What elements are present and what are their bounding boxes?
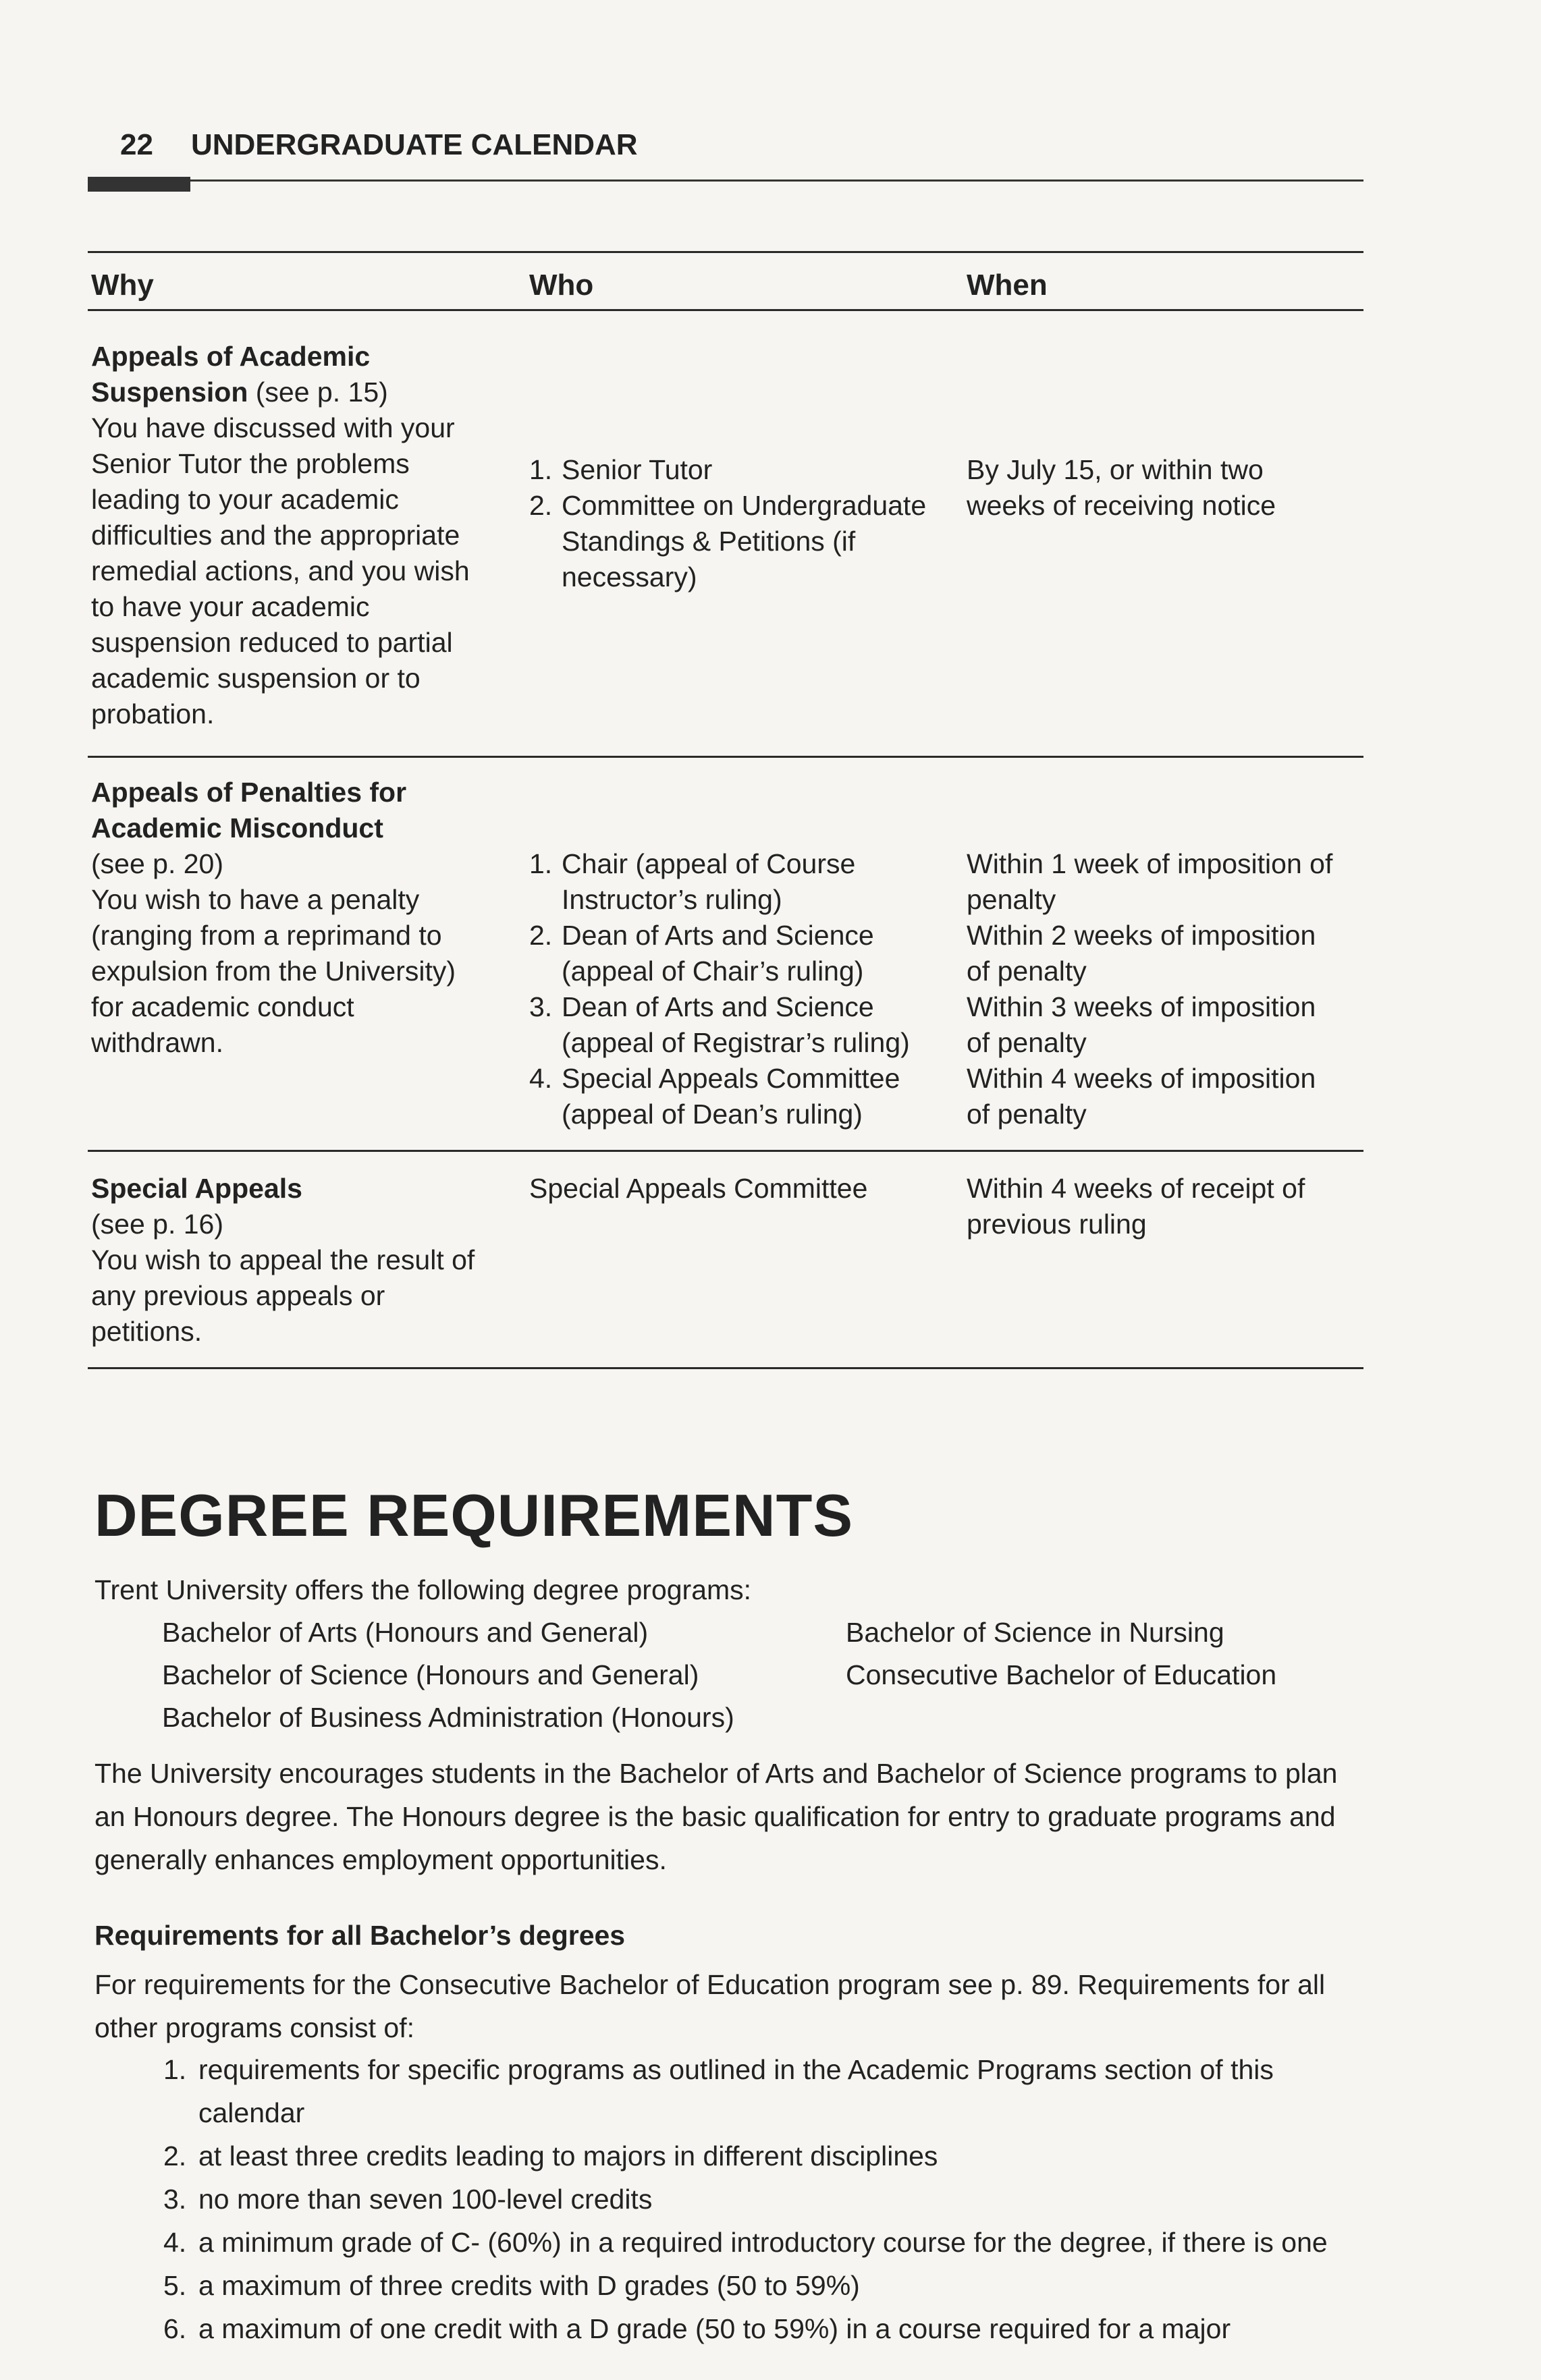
table-row-when (967, 452, 1331, 524)
when-text: Within 4 weeks of imposition of penalty (967, 1063, 1316, 1130)
when-text: By July 15, or within two weeks of receiving notice (967, 454, 1276, 521)
table-row-when (967, 846, 1345, 1132)
who-item: 2. Dean of Arts and Science (appeal of Chair’s ruling) (529, 920, 874, 987)
page-reference: (see p. 16) (91, 1209, 223, 1240)
page-reference: (see p. 15) (255, 377, 388, 408)
header-rule (88, 179, 1363, 182)
who-item: 4. Special Appeals Committee (appeal of Dean’s ruling) (529, 1063, 900, 1130)
table-row-why (91, 775, 489, 1061)
requirements-heading: Requirements for all Bachelor’s degrees (94, 1920, 626, 1951)
column-header-why: Why (91, 269, 154, 302)
requirements-intro: For requirements for the Consecutive Bachelor of Education program see p. 89. Requirements for all other programs consist of: (94, 1969, 1326, 2043)
requirements-list (163, 2048, 1351, 2350)
requirement-item: 4. a minimum grade of C- (60%) in a required introductory course for the degree, if there is one (163, 2227, 1328, 2258)
table-top-rule (88, 251, 1363, 253)
table-row-who (529, 846, 941, 1132)
table-row-why (91, 339, 489, 732)
when-text: Within 2 weeks of imposition of penalty (967, 920, 1316, 987)
page-reference: (see p. 20) (91, 848, 223, 879)
program-item: Bachelor of Science (Honours and General) (162, 1659, 699, 1690)
when-text: Within 1 week of imposition of penalty (967, 848, 1333, 915)
program-list-right (846, 1611, 1359, 1696)
requirement-item: 1. requirements for specific programs as outlined in the Academic Programs section of this calendar (163, 2054, 1274, 2128)
program-item: Bachelor of Business Administration (Honours) (162, 1702, 734, 1733)
table-header-rule (88, 309, 1363, 311)
appeal-title: Special Appeals (91, 1173, 302, 1204)
header-tab-mark (88, 177, 190, 192)
column-header-who: Who (529, 269, 594, 302)
table-bottom-rule (88, 1367, 1363, 1369)
appeal-description: You wish to appeal the result of any previous appeals or petitions. (91, 1244, 475, 1347)
row-divider (88, 756, 1363, 758)
table-row-when (967, 1171, 1331, 1242)
who-text: Special Appeals Committee (529, 1173, 868, 1204)
row-divider (88, 1150, 1363, 1152)
table-row-who (529, 452, 934, 595)
requirement-item: 3. no more than seven 100-level credits (163, 2184, 653, 2215)
page-number: 22 (120, 128, 153, 161)
when-text: Within 3 weeks of imposition of penalty (967, 991, 1316, 1058)
appeal-description: You wish to have a penalty (ranging from a reprimand to expulsion from the University) for academic conduct withdrawn. (91, 884, 456, 1058)
column-header-when: When (967, 269, 1048, 302)
program-list-left (162, 1611, 823, 1739)
who-item: 1. Chair (appeal of Course Instructor’s ruling) (529, 848, 856, 915)
program-item: Bachelor of Arts (Honours and General) (162, 1617, 649, 1648)
degree-intro: Trent University offers the following degree programs: (94, 1574, 752, 1605)
appeal-title: Appeals of Penalties for Academic Misconduct (91, 777, 407, 843)
running-header (120, 128, 638, 162)
program-item: Consecutive Bachelor of Education (846, 1659, 1277, 1690)
when-text: Within 4 weeks of receipt of previous ruling (967, 1173, 1305, 1240)
requirement-item: 6. a maximum of one credit with a D grade (50 to 59%) in a course required for a major (163, 2313, 1231, 2344)
appeal-title: Appeals of Academic Suspension (91, 341, 371, 408)
appeal-description: You have discussed with your Senior Tutor the problems leading to your academic difficulties and the appropriate remedial actions, and you wish to have your academic suspension reduced to partial academic suspension or to probation. (91, 412, 470, 729)
encourage-paragraph: The University encourages students in the Bachelor of Arts and Bachelor of Science programs to plan an Honours degree. The Honours degree is the basic qualification for entry to graduate programs and generally enhances employment opportunities. (94, 1758, 1338, 1875)
who-item: 1. Senior Tutor (529, 454, 713, 485)
section-title: DEGREE REQUIREMENTS (94, 1482, 854, 1549)
requirement-item: 2. at least three credits leading to majors in different disciplines (163, 2140, 938, 2171)
program-item: Bachelor of Science in Nursing (846, 1617, 1224, 1648)
who-item: 2. Committee on Undergraduate Standings & Petitions (if necessary) (529, 490, 927, 592)
table-row-who (529, 1171, 934, 1207)
header-title: UNDERGRADUATE CALENDAR (190, 128, 638, 161)
requirement-item: 5. a maximum of three credits with D grades (50 to 59%) (163, 2270, 860, 2301)
who-item: 3. Dean of Arts and Science (appeal of Registrar’s ruling) (529, 991, 910, 1058)
table-row-why (91, 1171, 489, 1350)
